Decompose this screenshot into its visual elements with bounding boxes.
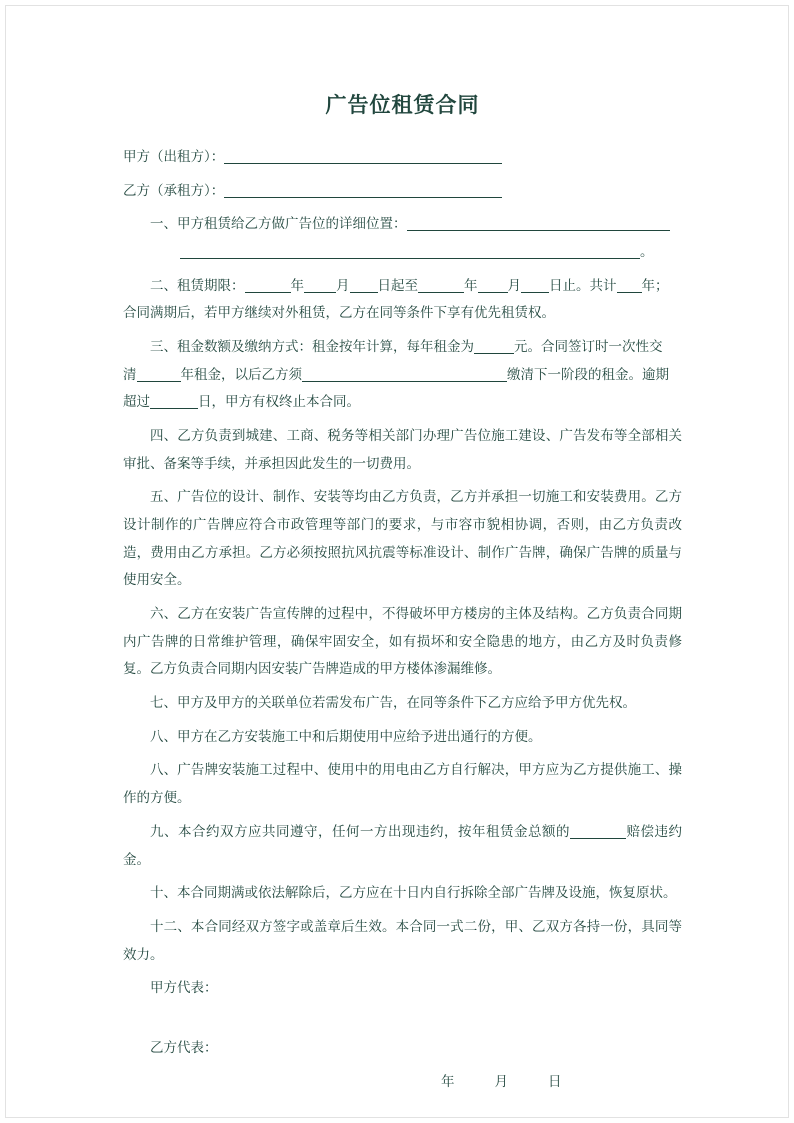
document-title: 广告位租赁合同	[325, 93, 480, 117]
clause-4	[123, 422, 682, 477]
text-run: 月	[494, 1073, 508, 1089]
clause-2	[123, 272, 682, 327]
text-run: 月	[507, 277, 521, 293]
clause-12	[123, 913, 682, 968]
fill-in-blank	[478, 278, 508, 293]
party-b-line	[123, 177, 682, 205]
text-run: 年	[290, 277, 304, 293]
fill-in-blank	[521, 278, 549, 293]
signature-party-b	[123, 1034, 682, 1062]
clause-6	[123, 600, 682, 683]
fill-in-blank	[304, 278, 336, 293]
fill-in-blank	[407, 217, 670, 232]
text-run: 八、甲方在乙方安装施工中和后期使用中应给予进出通行的方便。	[150, 728, 542, 744]
text-run: 十、本合同期满或依法解除后，乙方应在十日内自行拆除全部广告牌及设施，恢复原状。	[150, 885, 677, 901]
text-run: 一、甲方租赁给乙方做广告位的详细位置：	[150, 216, 407, 232]
fill-in-blank	[617, 278, 642, 293]
fill-in-blank	[245, 278, 291, 293]
text-run: 年	[464, 277, 478, 293]
text-run: 。	[640, 244, 654, 260]
fill-in-blank	[180, 245, 640, 260]
signature-party-a	[123, 974, 682, 1002]
party-a-line	[123, 143, 682, 171]
fill-in-blank	[350, 278, 378, 293]
text-run: 乙方（承租方）：	[123, 182, 225, 198]
text-run: 合同满期后，若甲方继续对外租赁，乙方在同等条件下享有优先租赁权。	[123, 305, 555, 321]
fill-in-blank	[137, 367, 181, 382]
clause-8-bis	[123, 756, 682, 811]
text-run: 三、租金数额及缴纳方式：租金按年计算，每年租金为	[150, 339, 474, 355]
fill-in-blank	[224, 150, 502, 165]
text-run: 日止。共计	[549, 277, 617, 293]
text-run: 日	[548, 1073, 562, 1089]
fill-in-blank	[224, 183, 502, 198]
date-line	[123, 1068, 682, 1096]
text-run: 超过	[123, 394, 150, 410]
document-body	[123, 143, 682, 1095]
fill-in-blank	[418, 278, 464, 293]
fill-in-blank	[474, 340, 514, 355]
fill-in-blank	[570, 824, 626, 839]
text-run: 月	[336, 277, 350, 293]
text-run: 缴清下一阶段的租金。逾期	[507, 366, 669, 382]
text-run: 元。合同签订时一次性交	[514, 339, 663, 355]
text-run: 五、广告位的设计、制作、安装等均由乙方负责，乙方并承担一切施工和安装费用。乙方设计制作的广告牌应符合市政管理等部门的要求，与市容市貌相协调，否则，由乙方负责改造，费用由乙方承担。乙方必须按照抗风抗震等标准设计、制作广告牌，确保广告牌的质量与使用安全。	[123, 489, 682, 588]
text-run: 乙方代表：	[150, 1039, 218, 1055]
text-run: 八、广告牌安装施工过程中、使用中的用电由乙方自行解决，甲方应为乙方提供施工、操作的方便。	[123, 762, 682, 806]
text-run: 二、租赁期限：	[150, 277, 245, 293]
text-run: 九、本合约双方应共同遵守，任何一方出现违约，按年租赁金总额的	[150, 823, 570, 839]
text-run: 七、甲方及甲方的关联单位若需发布广告，在同等条件下乙方应给予甲方优先权。	[150, 695, 636, 711]
text-run: 甲方（出租方）：	[123, 149, 225, 165]
text-run: 四、乙方负责到城建、工商、税务等相关部门办理广告位施工建设、广告发布等全部相关审批、备案等手续，并承担因此发生的一切费用。	[123, 428, 682, 471]
text-run: 十二、本合同经双方签字或盖章后生效。本合同一式二份，甲、乙双方各持一份，具同等效力。	[123, 918, 682, 962]
text-run: 甲方代表：	[150, 980, 218, 996]
clause-3	[123, 333, 682, 416]
text-run: 年；	[641, 277, 669, 293]
clause-10	[123, 879, 682, 907]
spacer	[508, 1085, 548, 1086]
clause-8	[123, 723, 682, 751]
text-run: 六、乙方在安装广告宣传牌的过程中，不得破坏甲方楼房的主体及结构。乙方负责合同期内广告牌的日常维护管理，确保牢固安全，如有损坏和安全隐患的地方，由乙方及时负责修复。乙方负责合同期内因安装广告牌造成的甲方楼体渗漏维修。	[123, 606, 682, 677]
text-run: 日，甲方有权终止本合同。	[198, 394, 360, 410]
spacer	[123, 255, 180, 256]
clause-7	[123, 689, 682, 717]
text-run: 赔偿违约金。	[123, 823, 682, 867]
spacer	[455, 1085, 495, 1086]
text-run: 年租金，以后乙方须	[180, 366, 302, 382]
text-run: 清	[123, 366, 137, 382]
text-run: 年	[441, 1073, 455, 1089]
clause-9	[123, 818, 682, 873]
fill-in-blank	[150, 395, 198, 410]
spacer	[123, 1085, 441, 1086]
clause-5	[123, 483, 682, 594]
fill-in-blank	[302, 367, 507, 382]
text-run: 日起至	[377, 277, 418, 293]
clause-1	[123, 210, 682, 265]
